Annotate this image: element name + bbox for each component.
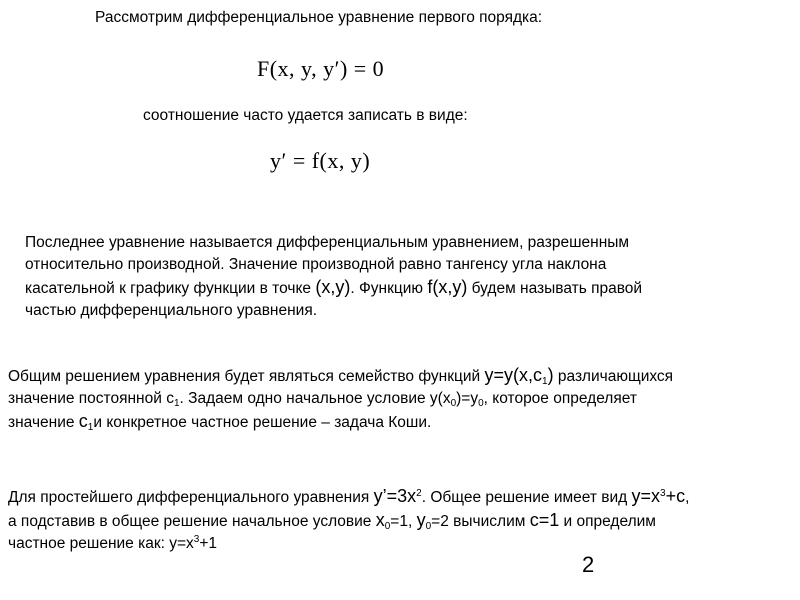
subscript: 0 — [425, 521, 432, 532]
text-fragment: )=y — [456, 390, 479, 407]
subscript: 1 — [173, 398, 180, 409]
page-number: 2 — [582, 552, 595, 577]
solution-notation: +c — [665, 486, 686, 506]
constant-value: c=1 — [529, 510, 560, 530]
heading: Рассмотрим дифференциальное уравнение первого порядка: — [95, 9, 543, 26]
paragraph-line — [8, 509, 689, 533]
paragraph-general-solution — [8, 364, 673, 434]
text-fragment: . Общее решение имеет вид — [421, 489, 632, 506]
relation-text: соотношение часто удается записать в виде: — [143, 107, 468, 124]
text-fragment: и определим — [559, 513, 656, 530]
text-fragment: будем называть правой — [467, 280, 643, 297]
text-fragment: , — [685, 489, 690, 506]
formula-explicit-ode: y′ = f(x, y) — [270, 148, 371, 173]
superscript: 3 — [660, 488, 666, 499]
text-fragment: вычислим — [448, 513, 530, 530]
point-notation: (x,y) — [315, 277, 351, 297]
paragraph-line — [8, 410, 673, 434]
text-fragment: , которое определяет — [483, 390, 637, 407]
text-fragment: Общим решением уравнения будет являться семейство функций — [8, 368, 485, 385]
text-fragment: значение постоянной c — [8, 390, 174, 407]
subscript: 0 — [384, 521, 391, 532]
paragraph-line: частью дифференциального уравнения. — [25, 302, 318, 319]
superscript: 2 — [416, 488, 422, 499]
paragraph-simple-example — [8, 485, 689, 555]
formula-implicit-ode: F(x, y, y′) = 0 — [257, 56, 385, 81]
text-fragment: +1 — [199, 535, 218, 552]
solution-notation: y=x — [631, 486, 661, 506]
paragraph-line — [8, 388, 673, 410]
subscript: 1 — [542, 376, 548, 387]
text-fragment: и конкретное частное решение – задача Коши. — [93, 414, 432, 431]
text-fragment: , — [407, 513, 417, 530]
family-notation-close: ) — [547, 365, 554, 385]
text-fragment: =2 — [431, 513, 449, 530]
text-fragment: различающихся — [553, 368, 674, 385]
text-fragment: . Задаем одно начальное условие y(x — [179, 390, 451, 407]
paragraph-line — [8, 485, 689, 509]
function-notation: f(x,y) — [427, 277, 468, 297]
subscript: 1 — [87, 422, 94, 433]
constant-notation: c — [78, 411, 88, 431]
text-fragment: частное решение как: y=x — [8, 535, 194, 552]
equation-notation: y’=3x — [373, 486, 417, 506]
initial-x-notation: x — [375, 510, 385, 530]
text-fragment: =1 — [390, 513, 408, 530]
paragraph-line — [25, 276, 642, 300]
family-notation: y=y(x,c — [484, 365, 543, 385]
text-fragment: касательной к графику функции в точке — [25, 280, 316, 297]
paragraph-resolved-derivative — [25, 232, 642, 322]
superscript: 3 — [193, 534, 200, 545]
subscript: 0 — [478, 398, 484, 409]
text-fragment: а подставив в общее решение начальное условие — [8, 513, 376, 530]
text-fragment: значение — [8, 414, 79, 431]
text-fragment: . Функцию — [350, 280, 428, 297]
paragraph-line — [8, 364, 673, 388]
initial-y-notation: y — [416, 510, 426, 530]
subscript: 0 — [450, 398, 457, 409]
paragraph-line: относительно производной. Значение производной равно тангенсу угла наклона — [25, 256, 607, 273]
text-fragment: Для простейшего дифференциального уравнения — [8, 489, 374, 506]
paragraph-line: Последнее уравнение называется дифференциальным уравнением, разрешенным — [25, 234, 630, 251]
